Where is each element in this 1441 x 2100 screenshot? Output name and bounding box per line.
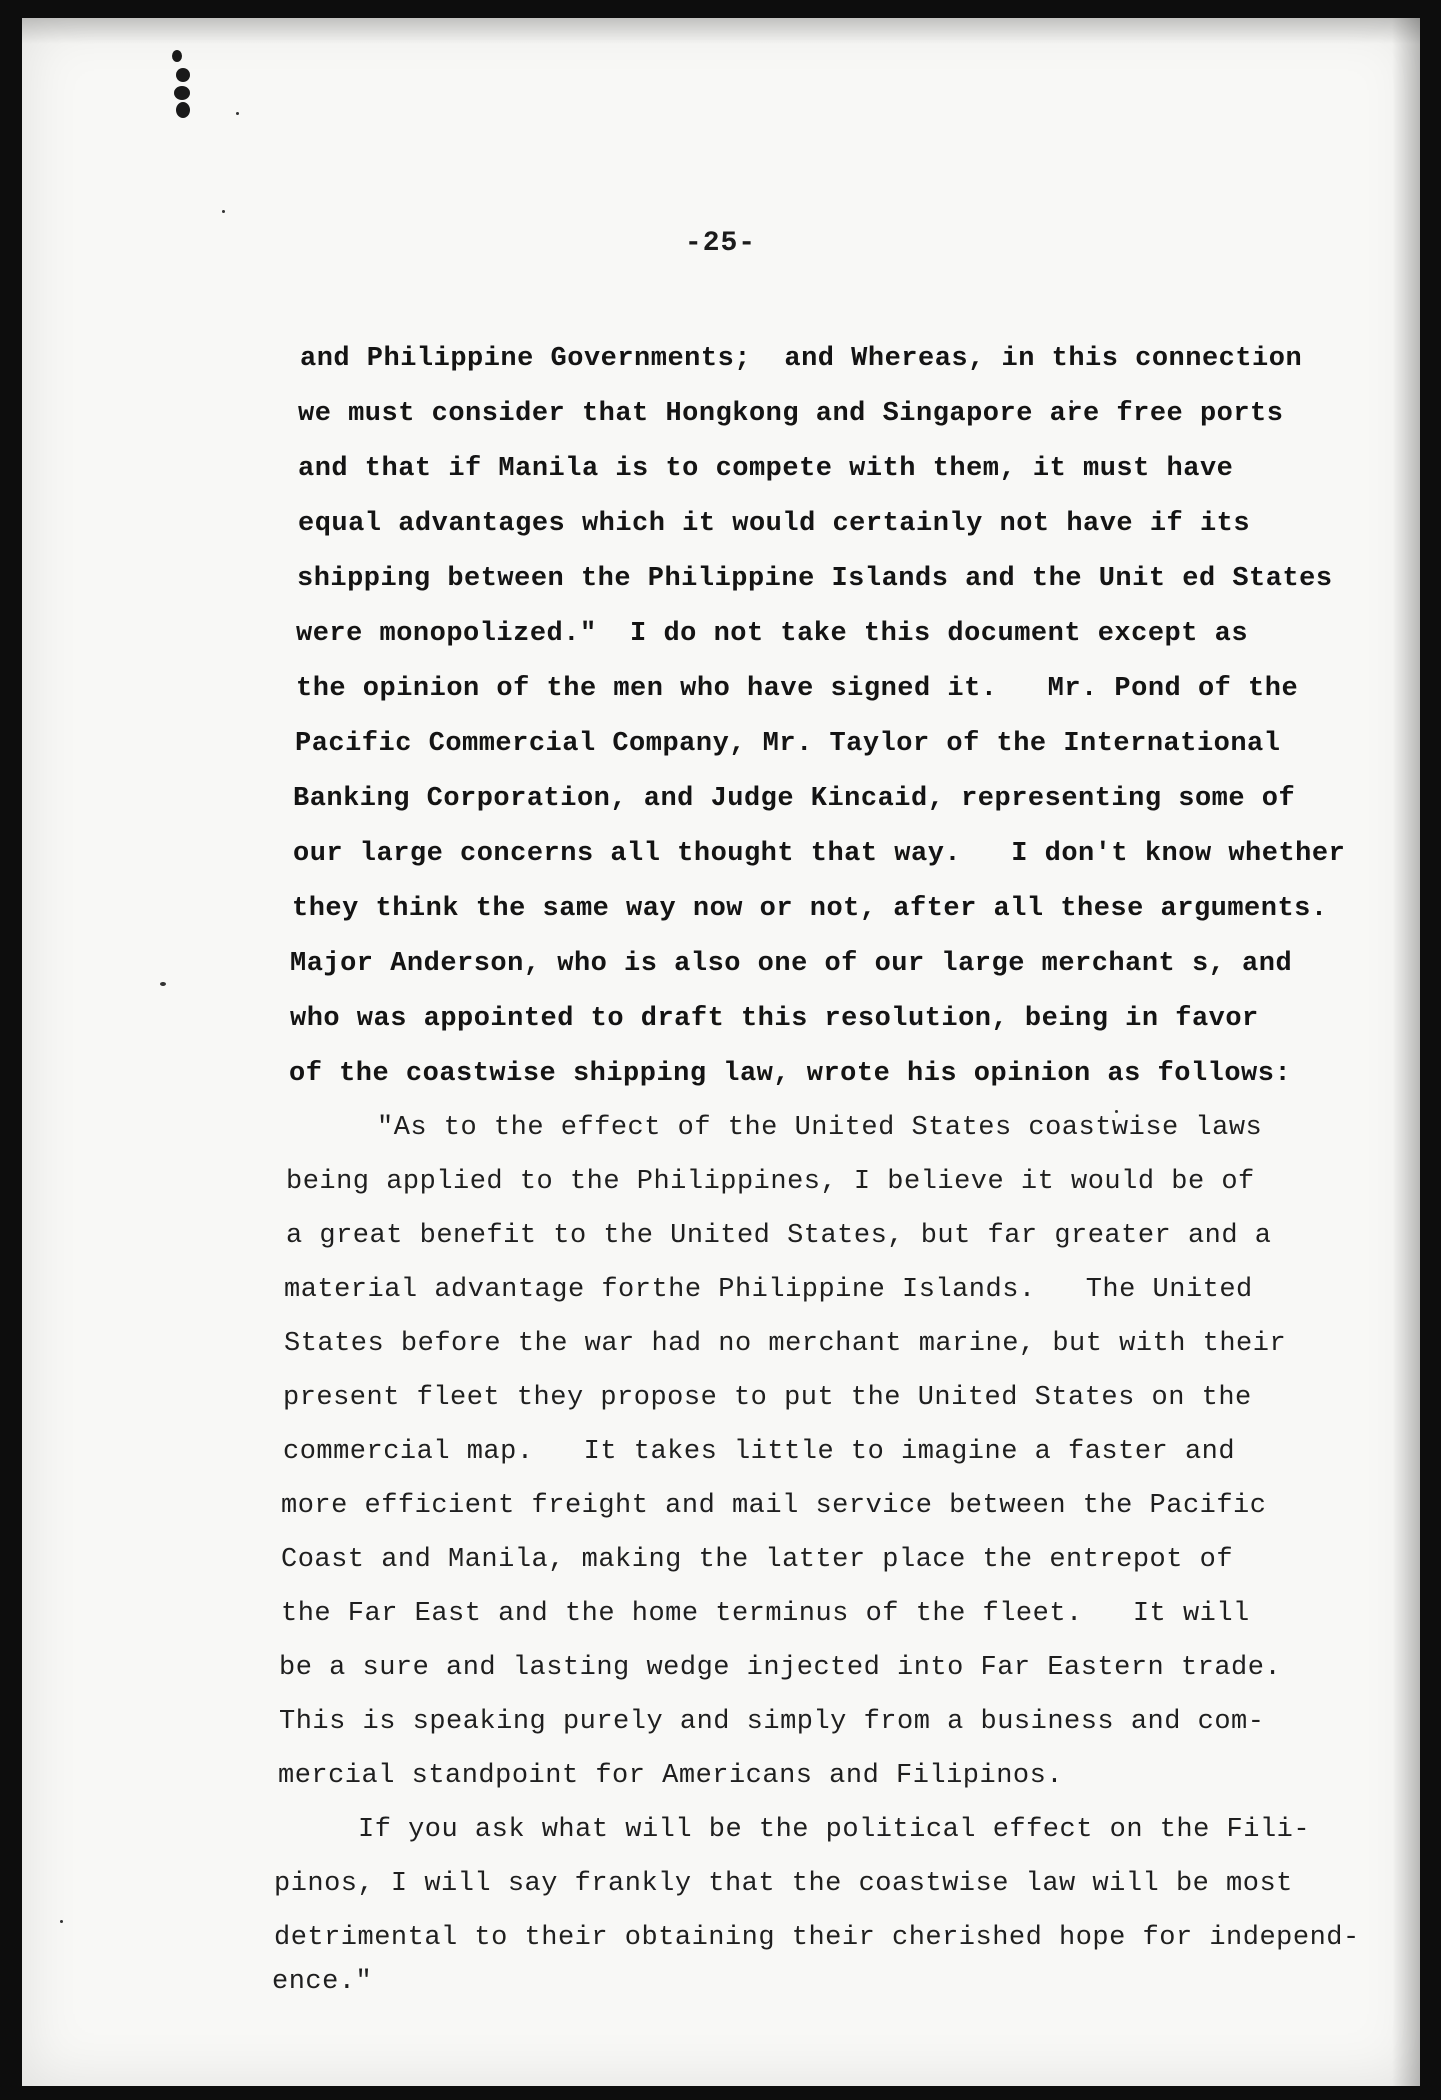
text-line: the opinion of the men who have signed it. Mr. Pond of the — [296, 674, 1299, 704]
text-line: shipping between the Philippine Islands and the Unit ed States — [297, 564, 1333, 594]
text-line: more efficient freight and mail service between the Pacific — [281, 1491, 1267, 1521]
text-line: they think the same way now or not, after all these arguments. — [292, 894, 1328, 924]
text-line: who was appointed to draft this resolution, being in favor — [290, 1004, 1259, 1034]
text-line: Major Anderson, who is also one of our large merchant s, and — [290, 949, 1293, 979]
text-line: a great benefit to the United States, but far greater and a — [286, 1221, 1272, 1251]
text-line: Banking Corporation, and Judge Kincaid, representing some of — [293, 784, 1296, 814]
text-line: the Far East and the home terminus of the fleet. It will — [281, 1599, 1250, 1629]
text-line: of the coastwise shipping law, wrote his opinion as follows: — [289, 1059, 1292, 1089]
text-line: we must consider that Hongkong and Singapore are free ports — [298, 399, 1284, 429]
page-number: -25- — [684, 228, 757, 259]
text-line: ence." — [272, 1967, 373, 1997]
text-line: equal advantages which it would certainly not have if its — [298, 509, 1251, 539]
text-line: commercial map. It takes little to imagine a faster and — [283, 1437, 1236, 1467]
text-line: being applied to the Philippines, I believe it would be of — [286, 1167, 1255, 1197]
text-line: States before the war had no merchant marine, but with their — [284, 1329, 1287, 1359]
text-line: mercial standpoint for Americans and Filipinos. — [278, 1761, 1064, 1791]
text-line: If you ask what will be the political effect on the Fili- — [358, 1815, 1311, 1845]
text-line: our large concerns all thought that way. I don't know whether — [293, 839, 1346, 869]
text-line: present fleet they propose to put the United States on the — [283, 1383, 1252, 1413]
text-line: and that if Manila is to compete with them, it must have — [298, 454, 1234, 484]
text-line: material advantage forthe Philippine Islands. The United — [284, 1275, 1253, 1305]
text-line: detrimental to their obtaining their cherished hope for independ- — [274, 1923, 1360, 1953]
text-line: This is speaking purely and simply from a business and com- — [279, 1707, 1265, 1737]
text-line: pinos, I will say frankly that the coastwise law will be most — [274, 1869, 1293, 1899]
text-line: Coast and Manila, making the latter place the entrepot of — [281, 1545, 1234, 1575]
text-line: were monopolized." I do not take this document except as — [296, 619, 1249, 649]
text-line: be a sure and lasting wedge injected into Far Eastern trade. — [279, 1653, 1282, 1683]
text-line: and Philippine Governments; and Whereas, in this connection — [300, 344, 1303, 374]
text-line: Pacific Commercial Company, Mr. Taylor of the International — [295, 729, 1281, 759]
text-line: "As to the effect of the United States coastwise laws — [377, 1113, 1263, 1143]
